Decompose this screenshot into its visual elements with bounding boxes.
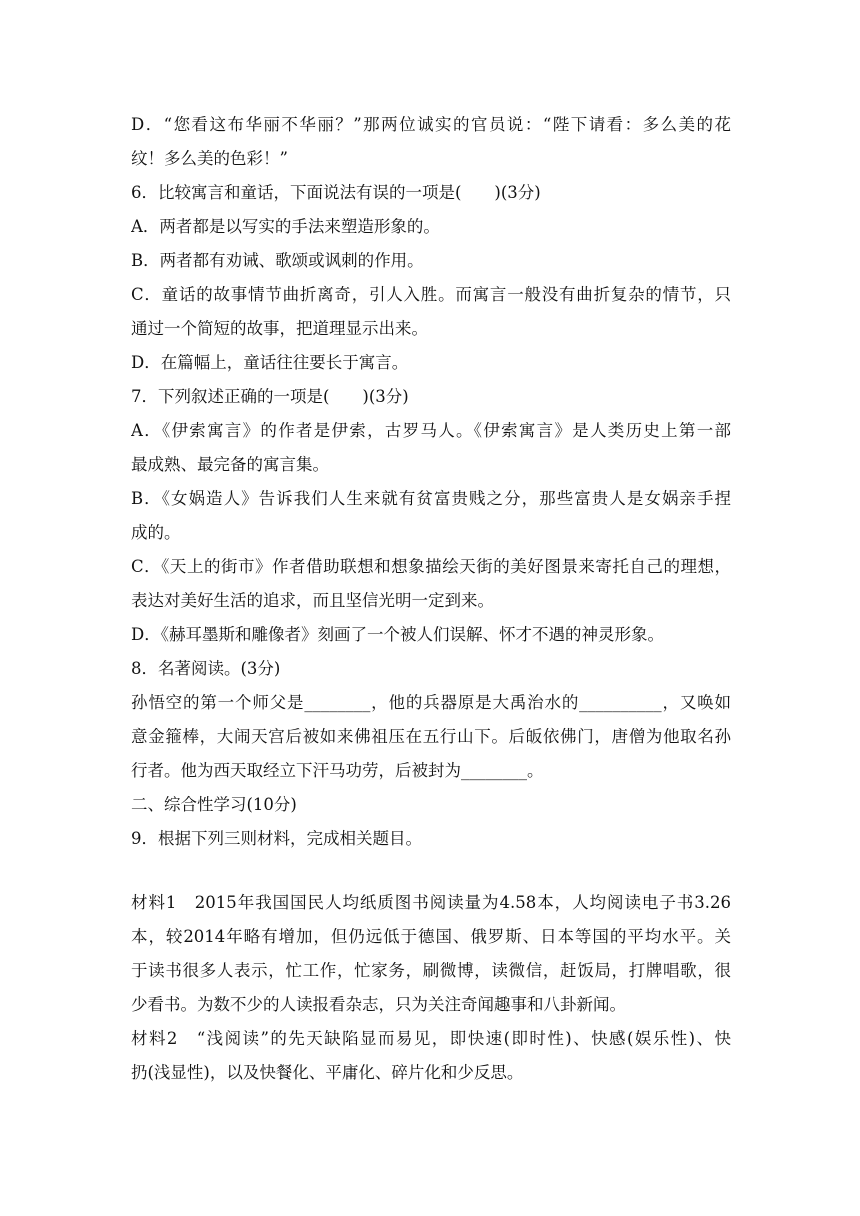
text-line: B．《女娲造人》告诉我们人生来就有贫富贵贱之分，那些富贵人是女娲亲手捏 [131, 489, 731, 508]
paragraph-gap [131, 856, 731, 886]
text-line: 通过一个简短的故事，把道理显示出来。 [131, 319, 428, 338]
materials-block [131, 886, 731, 1090]
material-line: 材料2 “浅阅读”的先天缺陷显而易见，即快速(即时性)、快感(娱乐性)、快 [131, 1029, 731, 1048]
text-line: 成的。 [131, 523, 181, 542]
text-line: 表达对美好生活的追求，而且坚信光明一定到来。 [131, 591, 494, 610]
text-line: D．《赫耳墨斯和雕像者》刻画了一个被人们误解、怀才不遇的神灵形象。 [131, 625, 664, 644]
text-line: 8．名著阅读。(3分) [131, 659, 281, 678]
text-line: D．在篇幅上，童话往往要长于寓言。 [131, 353, 409, 372]
text-line: D．“您看这布华丽不华丽？”那两位诚实的官员说：“陛下请看：多么美的花 [131, 115, 731, 134]
text-line: 二、综合性学习(10分) [131, 795, 297, 814]
text-line: 6．比较寓言和童话，下面说法有误的一项是( )(3分) [131, 183, 541, 202]
text-line: 孙悟空的第一个师父是________，他的兵器原是大禹治水的__________，又唤如 [131, 693, 731, 712]
text-line: C．《天上的街市》作者借助联想和想象描绘天街的美好图景来寄托自己的理想， [131, 557, 731, 576]
text-line: 意金箍棒，大闹天宫后被如来佛祖压在五行山下。后皈依佛门，唐僧为他取名孙 [131, 727, 731, 746]
material-line: 扔(浅显性)，以及快餐化、平庸化、碎片化和少反思。 [131, 1063, 524, 1082]
text-line: C．童话的故事情节曲折离奇，引人入胜。而寓言一般没有曲折复杂的情节，只 [131, 285, 731, 304]
material-line: 本，较2014年略有增加，但仍远低于德国、俄罗斯、日本等国的平均水平。关 [131, 927, 731, 946]
text-line: 最成熟、最完备的寓言集。 [131, 455, 329, 474]
text-line: A．两者都是以写实的手法来塑造形象的。 [131, 217, 440, 236]
material-line: 于读书很多人表示，忙工作，忙家务，刷微博，读微信，赶饭局，打牌唱歌，很 [131, 961, 731, 980]
text-line: 9．根据下列三则材料，完成相关题目。 [131, 829, 422, 848]
text-line: 纹！多么美的色彩！” [131, 149, 288, 168]
questions-block [131, 108, 731, 856]
document-body [131, 108, 731, 1090]
text-line: B．两者都有劝诫、歌颂或讽刺的作用。 [131, 251, 424, 270]
text-line: 行者。他为西天取经立下汗马功劳，后被封为________。 [131, 761, 544, 780]
material-line: 材料1 2015年我国国民人均纸质图书阅读量为4.58本，人均阅读电子书3.26 [131, 893, 731, 912]
text-line: A．《伊索寓言》的作者是伊索，古罗马人。《伊索寓言》是人类历史上第一部 [131, 421, 731, 440]
text-line: 7．下列叙述正确的一项是( )(3分) [131, 387, 409, 406]
material-line: 少看书。为数不少的人读报看杂志，只为关注奇闻趣事和八卦新闻。 [131, 995, 626, 1014]
